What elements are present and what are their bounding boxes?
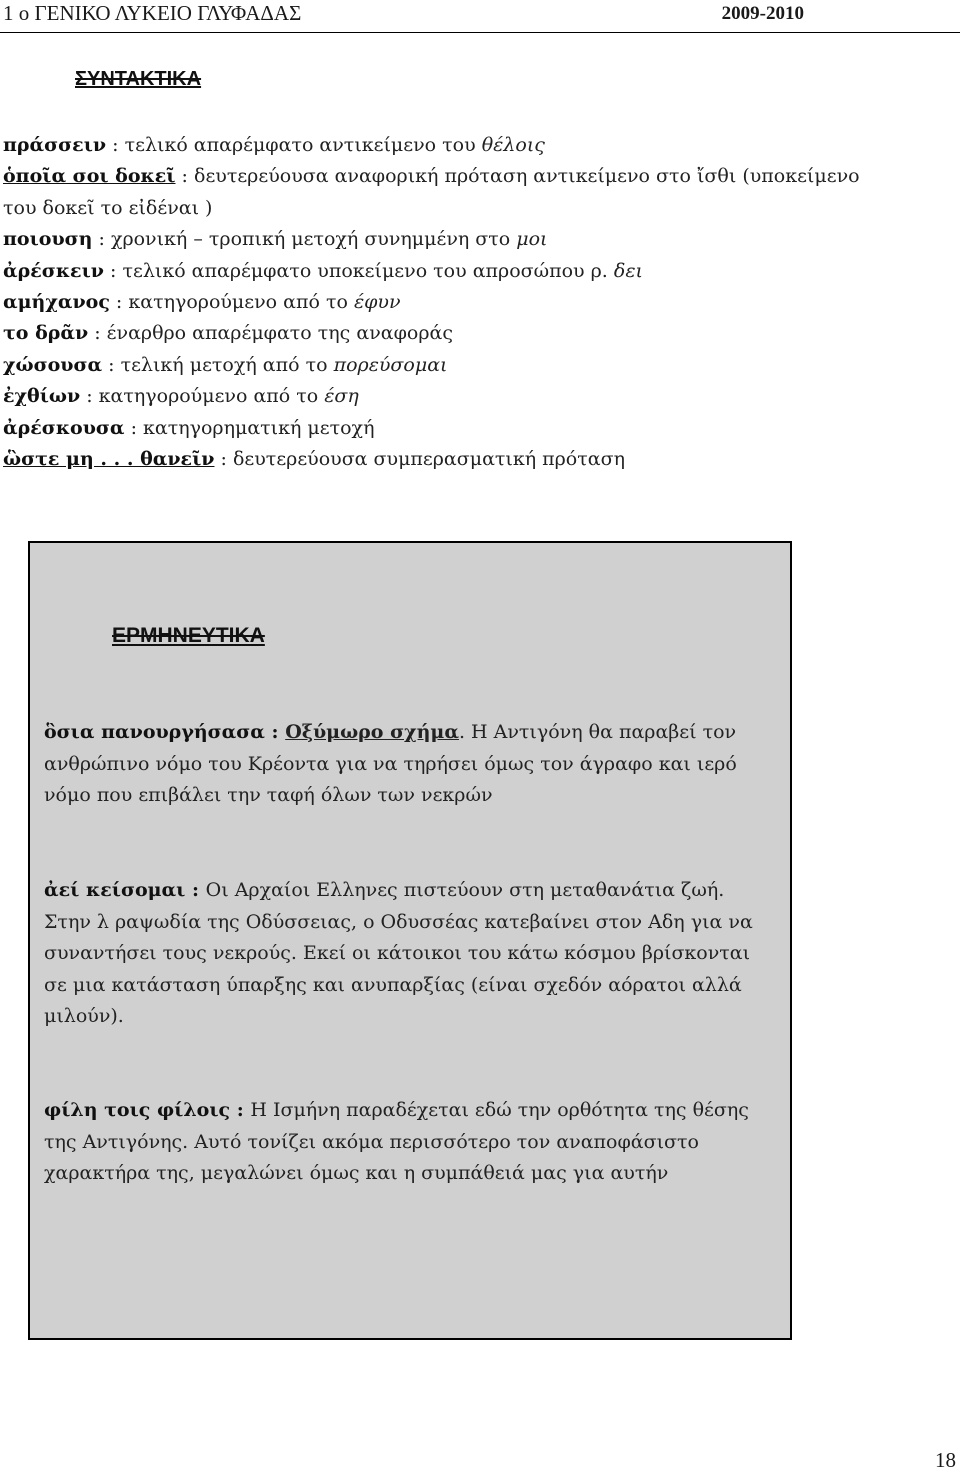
syntax-item [3, 256, 953, 287]
syntax-sep: : [88, 322, 107, 345]
syntax-sep: : [124, 416, 144, 439]
syntax-item [3, 444, 953, 475]
syntax-sep: : [103, 259, 123, 282]
figure-of-speech: Οξύμωρο σχήμα [285, 721, 459, 743]
syntax-sep: : [102, 353, 121, 376]
interpretation-box [28, 541, 792, 1340]
syntax-italic: δει [613, 259, 643, 282]
syntax-item [3, 224, 953, 255]
interpretation-paragraph [44, 717, 774, 812]
syntax-item [3, 318, 953, 349]
syntax-item [3, 350, 953, 381]
syntax-text: έναρθρο απαρέμφατο της αναφοράς [106, 322, 453, 345]
syntax-item [3, 381, 953, 412]
interpretation-term: φίλη τοις φίλοις : [44, 1099, 251, 1121]
syntax-item [3, 287, 953, 318]
school-name: 1 ο ΓΕΝΙΚΟ ΛΥΚΕΙΟ ΓΛΥΦΑΔΑΣ [3, 1, 302, 25]
interpretation-term: ὃσια πανουργήσασα : [44, 721, 286, 743]
syntax-text: κατηγορούμενο από το [98, 385, 325, 408]
school-year: 2009-2010 [721, 3, 804, 24]
syntax-term: πράσσειν [3, 134, 107, 156]
syntax-text: τελικό απαρέμφατο αντικείμενο του [124, 134, 482, 156]
syntax-term: ποιουση [3, 228, 93, 251]
syntax-term: αμήχανος [3, 291, 110, 314]
syntax-sep: : [109, 291, 129, 314]
interpretation-text: Η Ισμήνη παραδέχεται εδώ την ορθότητα της θέσης της Αντιγόνης. Αυτό τονίζει ακόμα περισσότερο τον αναποφάσιστο χαρακτήρα της, μεγαλώνει όμως και η συμπάθειά μας για αυτήν [44, 1099, 749, 1184]
syntax-text: κατηγορηματική μετοχή [143, 416, 375, 439]
syntax-heading: ΣΥΝΤΑΚΤΙΚΑ [75, 68, 202, 90]
syntax-item-continuation [3, 193, 953, 224]
syntax-text: τελικό απαρέμφατο υποκείμενο του απροσώπου ρ. [122, 259, 614, 282]
syntax-text: χρονική – τροπική μετοχή συνημμένη στο [110, 228, 517, 251]
syntax-italic: έση [324, 385, 359, 408]
page-header [0, 0, 960, 34]
header-rule [0, 32, 960, 33]
interpretation-heading: ΕΡΜΗΝΕΥΤΙΚΑ [112, 624, 265, 647]
interpretation-text: . Η Αντιγόνη θα παραβεί τον ανθρώπινο νόμο του Κρέοντα για να τηρήσει όμως τον άγραφο και ιερό νόμο που επιβάλει την ταφή όλων των νεκρών [44, 721, 737, 806]
syntax-italic: θέλοις [481, 134, 545, 156]
syntax-term: χώσουσα [3, 353, 103, 376]
syntax-text: δευτερεύουσα αναφορική πρόταση αντικείμενο στο ἴσθι (υποκείμενο [194, 165, 860, 188]
syntax-sep: : [80, 385, 99, 408]
syntax-list [3, 130, 953, 475]
syntax-italic: μοι [516, 228, 548, 251]
syntax-text: του δοκεῖ το εἰδέναι ) [3, 196, 213, 219]
syntax-term: το δρᾶν [3, 322, 89, 345]
syntax-item [3, 130, 953, 161]
syntax-text: δευτερεύουσα συμπερασματική πρόταση [232, 448, 625, 471]
syntax-italic: έφυν [353, 291, 401, 314]
syntax-sep: : [92, 228, 111, 251]
syntax-term: ὣστε μη . . . θανεῖν [3, 448, 215, 471]
interpretation-paragraph [44, 1095, 774, 1190]
interpretation-text: Οι Αρχαίοι Ελληνες πιστεύουν στη μεταθανάτια ζωή. Στην λ ραψωδία της Οδύσσειας, ο Οδυσσέας κατεβαίνει στον Αδη για να συναντήσει τους νεκρούς. Εκεί οι κάτοικοι του κάτω κόσμου βρίσκονται σε μια κατάσταση ύπαρξης και ανυπαρξίας (είναι σχεδόν αόρατοι αλλά μιλούν). [44, 879, 753, 1027]
syntax-term: ὁποῖα σοι δοκεῖ [3, 165, 176, 188]
syntax-sep: : [214, 448, 233, 471]
syntax-term: ἐχθίων [3, 385, 81, 408]
syntax-text: τελική μετοχή από το [120, 353, 334, 376]
syntax-sep: : [175, 165, 194, 188]
syntax-italic: πορεύσομαι [333, 353, 448, 376]
page-number: 18 [935, 1448, 956, 1472]
interpretation-paragraph [44, 875, 774, 1033]
interpretation-term: ἀεί κείσομαι : [44, 879, 206, 901]
syntax-item [3, 413, 953, 444]
syntax-sep: : [106, 134, 125, 156]
syntax-text: κατηγορούμενο από το [128, 291, 354, 314]
syntax-term: ἀρέσκουσα [3, 416, 125, 439]
syntax-term: ἀρέσκειν [3, 259, 104, 282]
syntax-item [3, 161, 953, 192]
